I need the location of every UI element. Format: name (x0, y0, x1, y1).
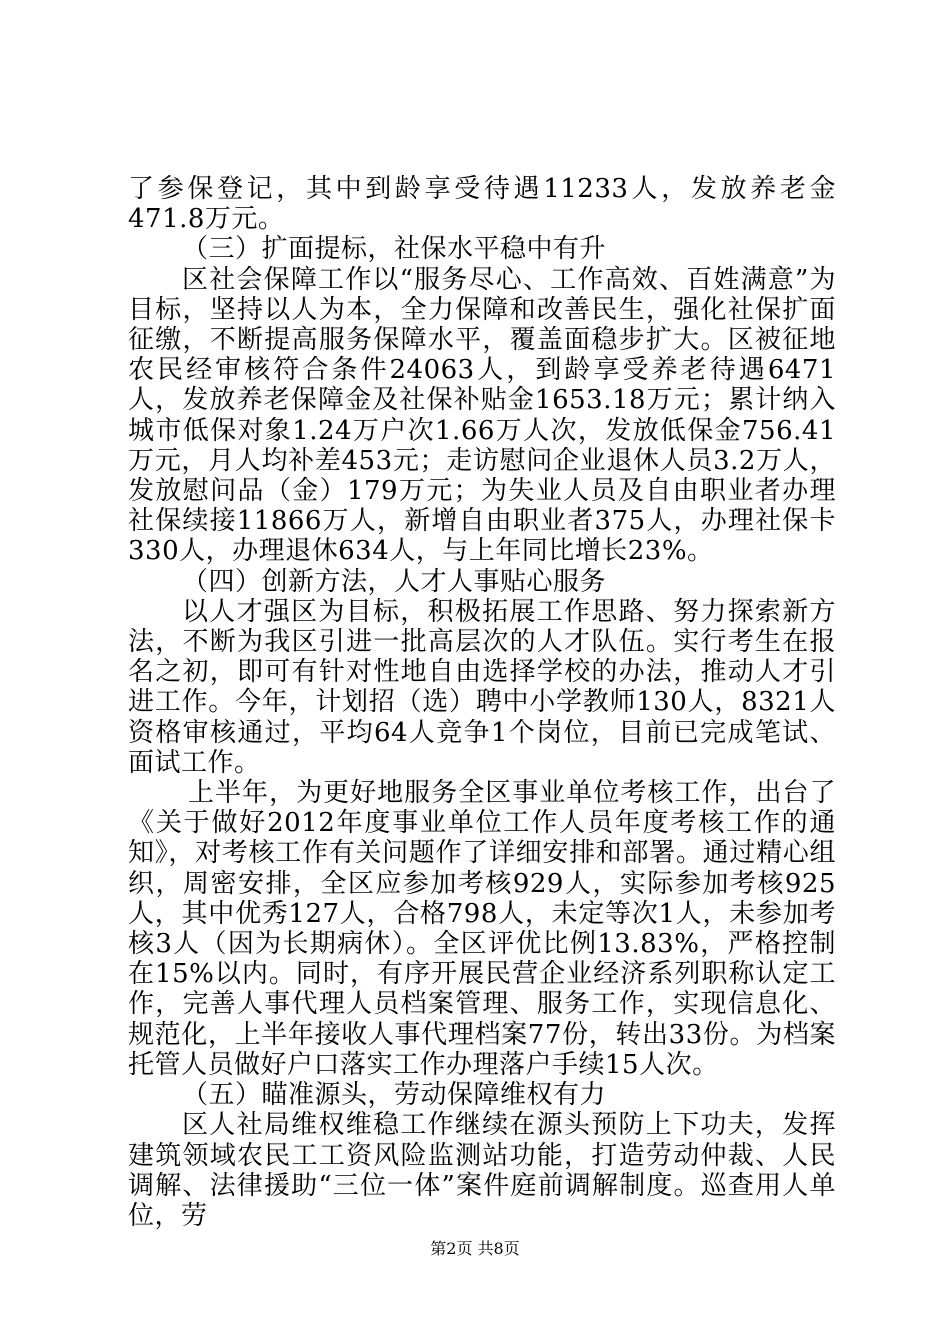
page-footer: 第2页 共8页 (430, 1239, 520, 1258)
section-heading-5: （五）瞄准源头，劳动保障维权有力 (182, 1080, 607, 1111)
paragraph-continuation: 了参保登记，其中到龄享受待遇11233人，发放养老金471.8万元。 (128, 174, 836, 235)
section-heading-3: （三）扩面提标，社保水平稳中有升 (182, 234, 607, 265)
paragraph-assessment: 上半年，为更好地服务全区事业单位考核工作，出台了《关于做好2012年度事业单位工作人员年度考核工作的通知》，对考核工作有关问题作了详细安排和部署。通过精心组织，周密安排，全区应参加考核929人，实际参加考核925人，其中优秀127人，合格798人，未定等次1人，未参加考核3人（因为长期病休）。全区评优比例13.83%，严格控制在15%以内。同时，有序开展民营企业经济系列职称认定工作，完善人事代理人员档案管理、服务工作，实现信息化、规范化，上半年接收人事代理档案77份，转出33份。为档案托管人员做好户口落实工作办理落户手续15人次。 (128, 778, 836, 1080)
paragraph-talent: 以人才强区为目标，积极拓展工作思路、努力探索新方法，不断为我区引进一批高层次的人才队伍。实行考生在报名之初，即可有针对性地自由选择学校的办法，推动人才引进工作。今年，计划招（选）聘中小学教师130人，8321人资格审核通过，平均64人竞争1个岗位，目前已完成笔试、面试工作。 (128, 596, 836, 778)
paragraph-rights-protection: 区人社局维权维稳工作继续在源头预防上下功夫，发挥建筑领域农民工工资风险监测站功能，打造劳动仲裁、人民调解、法律援助“三位一体”案件庭前调解制度。巡查用人单位，劳 (128, 1110, 836, 1231)
document-body (128, 174, 836, 1231)
section-heading-4: （四）创新方法，人才人事贴心服务 (182, 566, 607, 597)
paragraph-social-security: 区社会保障工作以“服务尽心、工作高效、百姓满意”为目标，坚持以人为本，全力保障和改善民生，强化社保扩面征缴，不断提高服务保障水平，覆盖面稳步扩大。区被征地农民经审核符合条件24063人，到龄享受养老待遇6471人，发放养老保障金及社保补贴金1653.18万元；累计纳入城市低保对象1.24万户次1.66万人次，发放低保金756.41万元，月人均补差453元；走访慰问企业退休人员3.2万人，发放慰问品（金）179万元；为失业人员及自由职业者办理社保续接11866万人，新增自由职业者375人，办理社保卡330人，办理退休634人，与上年同比增长23%。 (128, 264, 836, 567)
